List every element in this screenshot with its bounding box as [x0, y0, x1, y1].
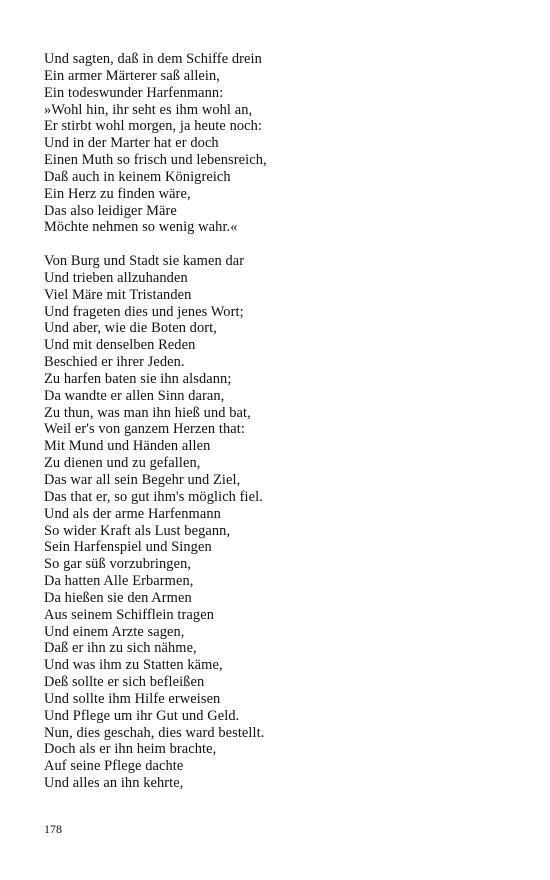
page-number: 178 [44, 822, 62, 836]
verse-line: Zu dienen und zu gefallen, [44, 455, 201, 472]
verse-line: Und was ihm zu Statten käme, [44, 657, 223, 674]
verse-line: Daß auch in keinem Königreich [44, 168, 231, 185]
verse-line: Er stirbt wohl morgen, ja heute noch: [44, 118, 263, 135]
verse-line: Und als der arme Harfenmann [44, 505, 221, 522]
verse-line: Und in der Marter hat er doch [44, 135, 219, 152]
verse-line: Und frageten dies und jenes Wort; [44, 303, 244, 320]
verse-line: Möchte nehmen so wenig wahr.« [44, 219, 238, 236]
verse-line: Doch als er ihn heim brachte, [44, 741, 217, 758]
verse-line: Einen Muth so frisch und lebensreich, [44, 152, 267, 169]
verse-line: Und Pflege um ihr Gut und Geld. [44, 707, 240, 724]
verse-line: Deß sollte er sich befleißen [44, 674, 205, 691]
verse-line: Und einem Arzte sagen, [44, 623, 185, 640]
stanza-2 [44, 253, 264, 792]
verse-line: Beschied er ihrer Jeden. [44, 354, 185, 371]
verse-line: Und mit denselben Reden [44, 337, 196, 354]
verse-line: Da hießen sie den Armen [44, 589, 192, 606]
verse-line: Ein todeswunder Harfenmann: [44, 84, 224, 101]
verse-line: Mit Mund und Händen allen [44, 438, 211, 455]
verse-line: Ein armer Märterer saß allein, [44, 67, 221, 84]
verse-line: Das that er, so gut ihm's möglich fiel. [44, 488, 263, 505]
verse-line: »Wohl hin, ihr seht es ihm wohl an, [44, 101, 253, 118]
verse-line: Und trieben allzuhanden [44, 269, 188, 286]
verse-line: Das also leidiger Märe [44, 202, 177, 219]
verse-line: Daß er ihn zu sich nähme, [44, 640, 197, 657]
verse-line: Weil er's von ganzem Herzen that: [44, 421, 245, 438]
verse-line: So wider Kraft als Lust begann, [44, 522, 231, 539]
verse-line: Viel Märe mit Tristanden [44, 286, 192, 303]
verse-line: Und alles an ihn kehrte, [44, 775, 184, 792]
verse-line: Sein Harfenspiel und Singen [44, 539, 212, 556]
verse-line: Zu harfen baten sie ihn alsdann; [44, 370, 232, 387]
verse-line: Ein Herz zu finden wäre, [44, 185, 191, 202]
verse-line: Aus seinem Schifflein tragen [44, 606, 214, 623]
verse-line: Nun, dies geschah, dies ward bestellt. [44, 724, 265, 741]
verse-line: Da wandte er allen Sinn daran, [44, 387, 225, 404]
verse-line: Und sagten, daß in dem Schiffe drein [44, 51, 262, 67]
verse-line: Das war all sein Begehr und Ziel, [44, 471, 241, 488]
verse-line: So gar süß vorzubringen, [44, 556, 192, 573]
verse-line: Auf seine Pflege dachte [44, 758, 184, 775]
verse-line: Zu thun, was man ihn hieß und bat, [44, 404, 251, 421]
verse-line: Da hatten Alle Erbarmen, [44, 573, 194, 590]
stanza-1 [44, 51, 267, 236]
verse-line: Und aber, wie die Boten dort, [44, 320, 217, 337]
verse-line: Von Burg und Stadt sie kamen dar [44, 253, 245, 269]
verse-line: Und sollte ihm Hilfe erweisen [44, 690, 221, 707]
